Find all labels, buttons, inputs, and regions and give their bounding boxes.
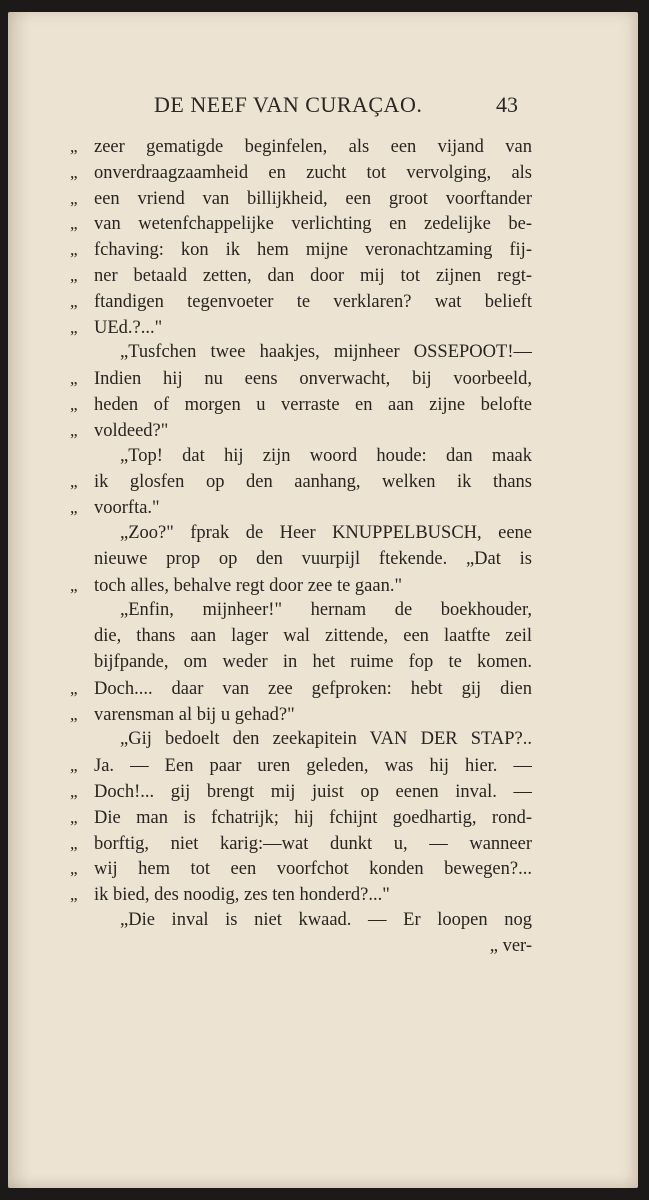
gutter-shadow — [8, 12, 30, 1188]
text-line — [70, 547, 532, 573]
text-line — [70, 650, 532, 676]
line-text: ik bied, des noodig, zes ten honderd?..." — [94, 885, 390, 906]
text-line — [70, 186, 532, 212]
line-text: „Top! dat hij zijn woord houde: dan maak — [120, 445, 532, 466]
line-text: UEd.?..." — [94, 317, 163, 338]
text-line — [70, 727, 532, 753]
quote-mark: „ — [70, 265, 78, 285]
text-line — [70, 418, 532, 444]
line-text: „Tusfchen twee haakjes, mijnheer OSSEPOOT!— — [120, 342, 532, 363]
book-page — [8, 12, 638, 1188]
line-text: Doch!... gij brengt mij juist op eenen inval. — — [94, 781, 532, 802]
text-line — [70, 340, 532, 366]
line-text: ner betaald zetten, dan door mij tot zijnen regt- — [94, 265, 532, 286]
line-text: „Gij bedoelt den zeekapitein VAN DER STAP?.. — [120, 729, 532, 750]
text-line — [70, 495, 532, 521]
text-line — [70, 624, 532, 650]
line-text: zeer gematigde beginfelen, als een vijand van — [94, 137, 532, 157]
line-text: heden of morgen u verraste en aan zijne belofte — [94, 394, 532, 415]
quote-mark: „ — [70, 704, 78, 724]
line-text: varensman al bij u gehad?" — [94, 704, 295, 725]
line-text: ftandigen tegenvoeter te verklaren? wat belieft — [94, 291, 532, 312]
text-line — [70, 702, 532, 728]
text-line — [70, 779, 532, 805]
text-line — [70, 160, 532, 186]
quote-mark: „ — [70, 885, 78, 905]
line-text: borftig, niet karig:—wat dunkt u, — wanneer — [94, 833, 532, 854]
quote-mark: „ — [70, 317, 78, 337]
quote-mark: „ — [70, 162, 78, 182]
quote-mark: „ — [70, 472, 78, 492]
text-line — [70, 805, 532, 831]
quote-mark: „ — [70, 188, 78, 208]
line-text: wij hem tot een voorfchot konden bewegen?... — [94, 859, 532, 880]
text-line — [70, 753, 532, 779]
text-line — [70, 237, 532, 263]
quote-mark: „ — [70, 833, 78, 853]
line-text: „Die inval is niet kwaad. — Er loopen nog — [120, 909, 532, 930]
quote-mark: „ — [70, 420, 78, 440]
text-line — [70, 263, 532, 289]
quote-mark: „ — [70, 807, 78, 827]
line-text: „Zoo?" fprak de Heer KNUPPELBUSCH, eene — [120, 522, 532, 543]
quote-mark: „ — [70, 575, 78, 595]
running-title: DE NEEF VAN CURAÇAO. — [154, 92, 423, 117]
catchword-line — [70, 934, 532, 960]
text-line — [70, 134, 532, 160]
quote-mark: „ — [70, 498, 78, 518]
line-text: toch alles, behalve regt door zee te gaan." — [94, 575, 403, 596]
line-text: ik glosfen op den aanhang, welken ik thans — [94, 472, 532, 493]
text-line — [70, 856, 532, 882]
page-number: 43 — [496, 92, 518, 117]
text-line — [70, 676, 532, 702]
text-block — [70, 134, 532, 960]
quote-mark: „ — [70, 781, 78, 801]
line-text: die, thans aan lager wal zittende, een laatfte zeil — [94, 626, 532, 647]
text-line — [70, 315, 532, 341]
quote-mark: „ — [70, 756, 78, 776]
quote-mark: „ — [70, 214, 78, 234]
quote-mark: „ — [70, 859, 78, 879]
line-text: fchaving: kon ik hem mijne veronachtzaming fij- — [94, 240, 532, 261]
quote-mark: „ — [70, 240, 78, 260]
quote-mark: „ — [70, 678, 78, 698]
line-text: een vriend van billijkheid, een groot voorftander — [94, 188, 532, 209]
quote-mark: „ — [70, 137, 78, 156]
line-text: Doch.... daar van zee gefproken: hebt gij dien — [94, 678, 532, 699]
text-line — [70, 882, 532, 908]
quote-mark: „ — [70, 394, 78, 414]
quote-mark: „ — [70, 369, 78, 389]
line-text: van wetenfchappelijke verlichting en zedelijke be- — [94, 214, 532, 235]
line-text: Ja. — Een paar uren geleden, was hij hier. — — [94, 756, 532, 777]
line-text: voorfta." — [94, 498, 160, 519]
line-text: Die man is fchatrijk; hij fchijnt goedhartig, rond- — [94, 807, 532, 828]
text-line — [70, 573, 532, 599]
text-line — [70, 392, 532, 418]
text-line — [70, 521, 532, 547]
line-text: nieuwe prop op den vuurpijl ftekende. „Dat is — [94, 548, 532, 569]
text-line — [70, 211, 532, 237]
text-line — [70, 908, 532, 934]
text-line — [70, 366, 532, 392]
line-text: bijfpande, om weder in het ruime fop te komen. — [94, 651, 532, 672]
text-line — [70, 598, 532, 624]
text-line — [70, 289, 532, 315]
text-line — [70, 831, 532, 857]
quote-mark: „ — [70, 291, 78, 311]
line-text: Indien hij nu eens onverwacht, bij voorbeeld, — [94, 369, 532, 390]
running-header — [8, 92, 638, 128]
line-text: onverdraagzaamheid en zucht tot vervolging, als — [94, 162, 532, 183]
line-text: voldeed?" — [94, 420, 169, 441]
text-line — [70, 469, 532, 495]
text-line — [70, 444, 532, 470]
catchword: „ ver- — [489, 935, 532, 956]
line-text: „Enfin, mijnheer!" hernam de boekhouder, — [120, 600, 532, 621]
